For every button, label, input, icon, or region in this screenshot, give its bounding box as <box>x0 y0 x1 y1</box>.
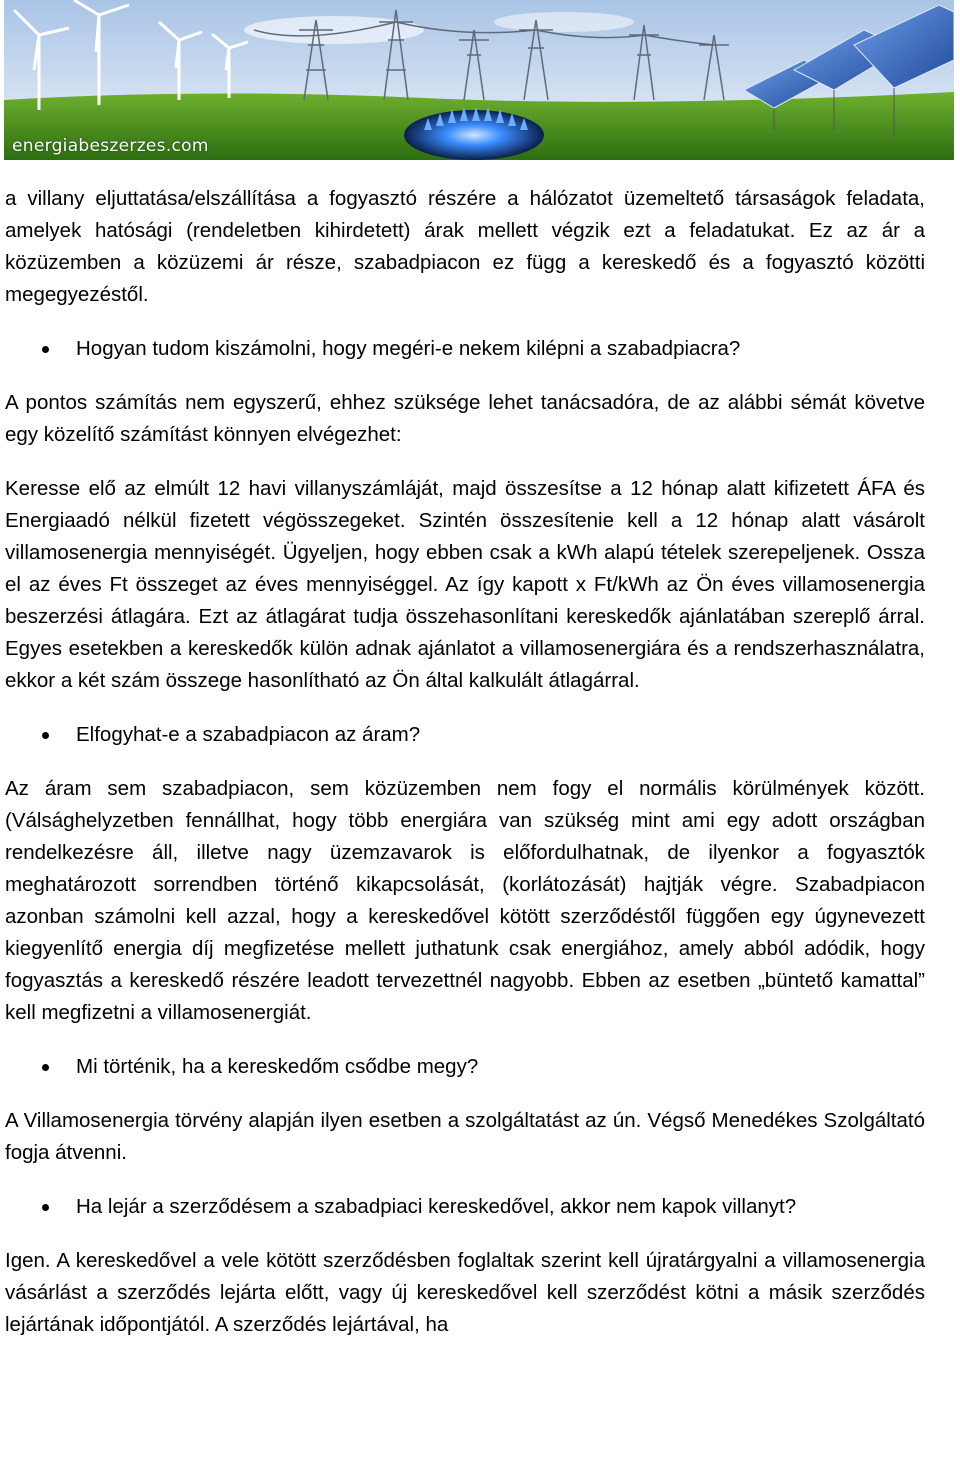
bullet-icon <box>42 1064 49 1071</box>
bullet-icon <box>42 1204 49 1211</box>
question-item <box>5 719 925 751</box>
site-logo-text: energiabeszerzes.com <box>12 136 209 156</box>
question-item <box>5 1051 925 1083</box>
paragraph-calculation-intro: A pontos számítás nem egyszerű, ehhez szüksége lehet tanácsadóra, de az alábbi sémát követve egy közelítő számítást könnyen elvégezhet: <box>5 391 925 446</box>
paragraph-calculation-steps: Keresse elő az elmúlt 12 havi villanyszámláját, majd összesítse a 12 hónap alatt kifizetett ÁFA és Energiaadó nélkül fizetett végösszegeket. Szintén összesítenie kell a 12 hónap alatt vásárolt villamosenergia mennyiségét. Ügyeljen, hogy ebben csak a kWh alapú tételek szerepeljenek. Ossza el az éves Ft összeget az éves mennyiséggel. Az így kapott x Ft/kWh az Ön éves villamosenergia beszerzési átlagára. Ezt az átlagárat tudja összehasonlítani kereskedők ajánlatában szereplő árral. Egyes esetekben a kereskedők külön adnak ajánlatot a villamosenergiára és a rendszerhasználatra, ekkor a két szám összege hasonlítható az Ön által kalkulált átlagárral. <box>5 477 925 692</box>
bullet-icon <box>42 732 49 739</box>
bullet-icon <box>42 346 49 353</box>
header-banner <box>4 0 954 160</box>
paragraph-bankruptcy: A Villamosenergia törvény alapján ilyen esetben a szolgáltatást az ún. Végső Menedékes Szolgáltató fogja átvenni. <box>5 1109 925 1164</box>
question-text: Ha lejár a szerződésem a szabadpiaci kereskedővel, akkor nem kapok villanyt? <box>76 1195 797 1218</box>
paragraph-power-supply: Az áram sem szabadpiacon, sem közüzemben nem fogy el normális körülmények között. (Válsághelyzetben fennállhat, hogy több energiára van szükség mint ami egy adott országban rendelkezésre áll, illetve nagy üzemzavarok is előfordulhatnak, de ilyenkor a fogyasztók meghatározott sorrendben történő kikapcsolását, (korlátozását) hajtják végre. Szabadpiacon azonban számolni kell azzal, hogy a kereskedővel kötött szerződéstől függően egy úgynevezett kiegyenlítő energia díj megfizetése mellett juthatunk csak energiához, amely abból adódik, hogy fogyasztás a kereskedő részére leadott tervezettnél nagyobb. Ebben az esetben „büntető kamattal” kell megfizetni a villamosenergiát. <box>5 777 925 1024</box>
question-text: Hogyan tudom kiszámolni, hogy megéri-e nekem kilépni a szabadpiacra? <box>76 337 741 360</box>
paragraph-network-fees: a villany eljuttatása/elszállítása a fogyasztó részére a hálózatot üzemeltető társaságok feladata, amelyek hatósági (rendeletben kihirdetett) árak mellett végzik ezt a feladatukat. Ez az ár a közüzemben a közüzemi ár része, szabadpiacon ez függ a kereskedő és a fogyasztó közötti megegyezéstől. <box>5 187 925 306</box>
question-text: Mi történik, ha a kereskedőm csődbe megy? <box>76 1055 479 1078</box>
question-item <box>5 1191 925 1223</box>
paragraph-contract-expiry: Igen. A kereskedővel a vele kötött szerződésben foglaltak szerint kell újratárgyalni a villamosenergia vásárlást a szerződés lejárta előtt, vagy új kereskedővel kell szerződést kötni a másik szerződés lejártának időpontjától. A szerződés lejártával, ha <box>5 1249 925 1336</box>
article-body <box>5 183 925 1341</box>
question-text: Elfogyhat-e a szabadpiacon az áram? <box>76 723 421 746</box>
question-item <box>5 333 925 365</box>
